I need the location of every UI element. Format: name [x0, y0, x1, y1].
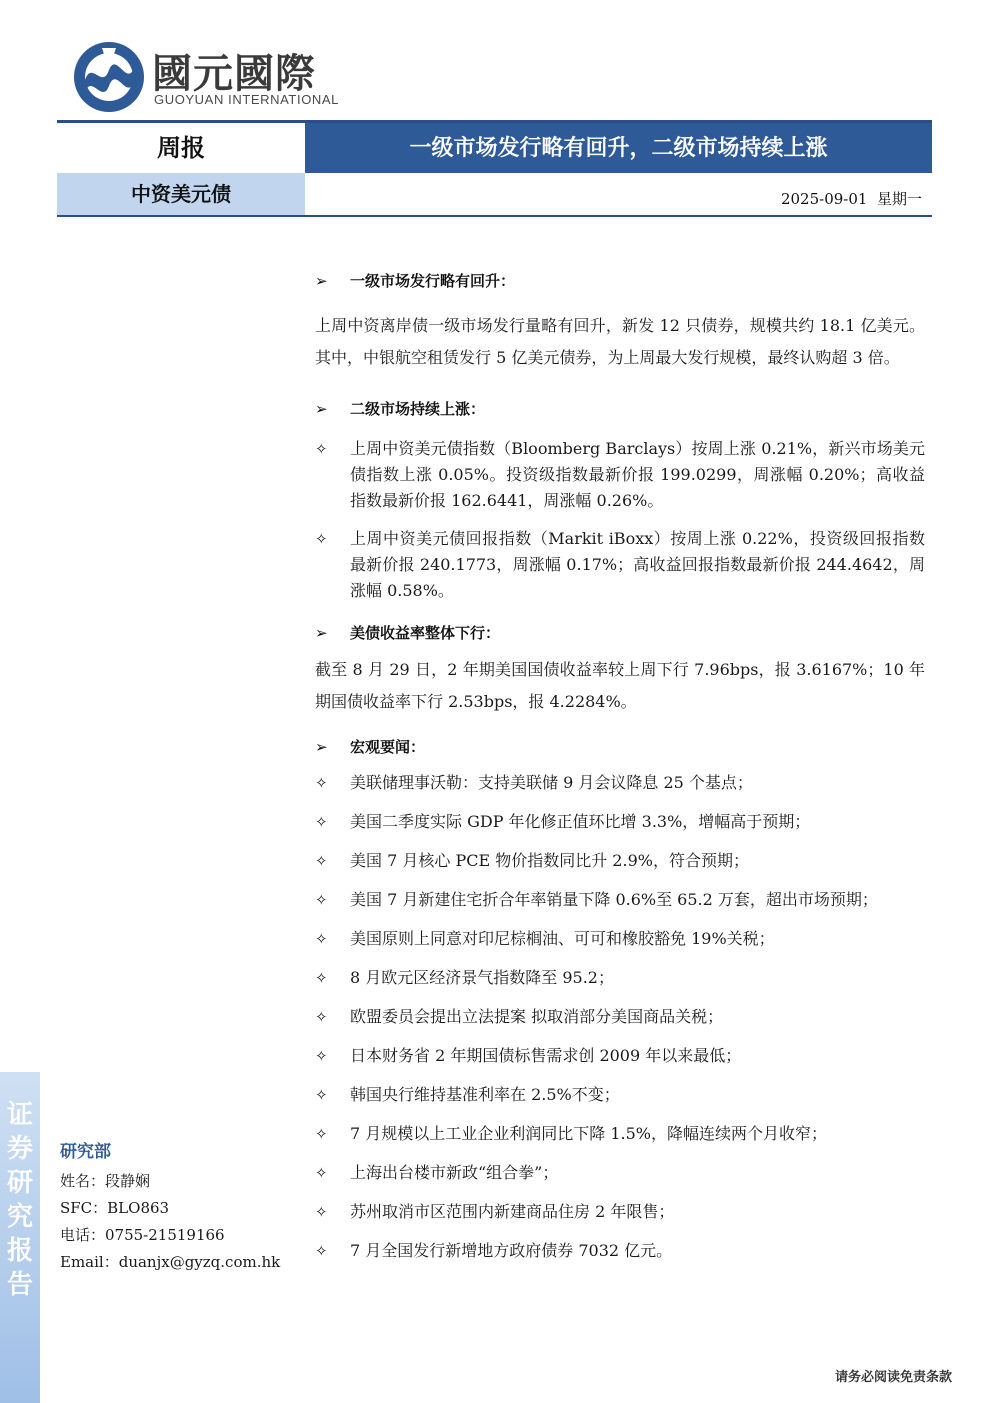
section-heading-primary	[315, 268, 925, 294]
date-row	[305, 173, 932, 215]
list-item-text: 美国原则上同意对印尼棕榈油、可可和橡胶豁免 19%关税；	[350, 929, 775, 948]
diamond-bullet-icon: ✧	[315, 930, 328, 948]
analyst-name: 姓名：段静娴	[60, 1172, 151, 1190]
side-char: 告	[6, 1270, 33, 1300]
diamond-bullet-icon: ✧	[315, 969, 328, 987]
list-item	[315, 1238, 925, 1277]
list-item-text: 上海出台楼市新政“组合拳”；	[350, 1163, 559, 1182]
list-item	[315, 1199, 925, 1238]
list-item-text: 日本财务省 2 年期国债标售需求创 2009 年以来最低；	[350, 1046, 742, 1065]
analyst-sfc: SFC：BLO863	[60, 1199, 170, 1217]
diamond-bullet-icon: ✧	[315, 440, 328, 458]
section-heading-treasury	[315, 620, 925, 646]
diamond-bullet-icon: ✧	[315, 891, 328, 909]
list-item	[315, 848, 925, 887]
side-char: 报	[6, 1236, 33, 1266]
list-item-text: 美联储理事沃勒：支持美联储 9 月会议降息 25 个基点；	[350, 773, 753, 792]
side-char: 证	[6, 1100, 33, 1130]
diamond-bullet-icon: ✧	[315, 774, 328, 792]
diamond-bullet-icon: ✧	[315, 1125, 328, 1143]
logo-mark-icon	[72, 40, 146, 114]
side-label-securities-research-report	[4, 1098, 36, 1302]
section-heading-macro	[315, 734, 925, 760]
diamond-bullet-icon: ✧	[315, 813, 328, 831]
diamond-bullet-icon: ✧	[315, 1086, 328, 1104]
list-item	[315, 926, 925, 965]
list-item	[315, 1121, 925, 1160]
list-item-text: 欧盟委员会提出立法提案 拟取消部分美国商品关税；	[350, 1007, 724, 1026]
list-item	[315, 887, 925, 926]
diamond-bullet-icon: ✧	[315, 852, 328, 870]
macro-news-list	[315, 770, 925, 1277]
report-type: 周报	[57, 123, 305, 173]
list-item	[315, 965, 925, 1004]
diamond-bullet-icon: ✧	[315, 530, 328, 548]
list-item-text: 7 月规模以上工业企业利润同比下降 1.5%，降幅连续两个月收窄；	[350, 1124, 828, 1143]
list-item	[315, 1004, 925, 1043]
analyst-email: Email：duanjx@gyzq.com.hk	[60, 1253, 281, 1271]
side-char: 究	[6, 1202, 33, 1232]
logo-chinese-text: 國元國際	[152, 51, 316, 97]
list-item	[315, 1043, 925, 1082]
report-title: 一级市场发行略有回升，二级市场持续上涨	[305, 123, 932, 173]
list-item	[315, 1082, 925, 1121]
arrow-bullet-icon: ➢	[315, 624, 328, 642]
list-item-text: 美国 7 月核心 PCE 物价指数同比升 2.9%，符合预期；	[350, 851, 749, 870]
list-item-text: 韩国央行维持基准利率在 2.5%不变；	[350, 1085, 620, 1104]
arrow-bullet-icon: ➢	[315, 738, 328, 756]
list-item	[315, 1160, 925, 1199]
list-item-text: 美国 7 月新建住宅折合年率销量下降 0.6%至 65.2 万套，超出市场预期；	[350, 890, 878, 909]
section-heading-text: 一级市场发行略有回升：	[350, 272, 516, 290]
analyst-contact	[60, 1137, 290, 1276]
diamond-bullet-icon: ✧	[315, 1164, 328, 1182]
treasury-paragraph: 截至 8 月 29 日，2 年期美国国债收益率较上周下行 7.96bps，报 3.6167%；10 年期国债收益率下行 2.53bps，报 4.2284%。	[315, 660, 925, 711]
list-item-text: 8 月欧元区经济景气指数降至 95.2；	[350, 968, 614, 987]
list-item-text: 上周中资美元债回报指数（Markit iBoxx）按周上涨 0.22%，投资级回报指数最新价报 240.1773，周涨幅 0.17%；高收益回报指数最新价报 244.4642，周涨幅 0.58%。	[350, 529, 925, 600]
list-item-text: 上周中资美元债指数（Bloomberg Barclays）按周上涨 0.21%，新兴市场美元债指数上涨 0.05%。投资级指数最新价报 199.0299，周涨幅 0.20%；高收益指数最新价报 162.6441，周涨幅 0.26%。	[350, 439, 925, 510]
list-item	[315, 526, 925, 604]
analyst-phone: 电话：0755-21519166	[60, 1226, 225, 1244]
list-item	[315, 770, 925, 809]
logo-english-text: GUOYUAN INTERNATIONAL	[154, 92, 339, 107]
list-item-text: 7 月全国发行新增地方政府债券 7032 亿元。	[350, 1241, 673, 1260]
report-category: 中资美元债	[57, 173, 305, 215]
list-item	[315, 809, 925, 848]
arrow-bullet-icon: ➢	[315, 272, 328, 290]
diamond-bullet-icon: ✧	[315, 1203, 328, 1221]
section-heading-text: 宏观要闻：	[350, 738, 426, 756]
department-label: 研究部	[60, 1142, 111, 1162]
section-heading-text: 美债收益率整体下行：	[350, 624, 501, 642]
disclaimer-note: 请务必阅读免责条款	[834, 1370, 952, 1385]
side-char: 券	[6, 1134, 33, 1164]
section-heading-text: 二级市场持续上涨：	[350, 400, 486, 418]
primary-market-paragraph: 上周中资离岸债一级市场发行量略有回升，新发 12 只债券，规模共约 18.1 亿美元。其中，中银航空租赁发行 5 亿美元债券，为上周最大发行规模，最终认购超 3 倍。	[315, 316, 925, 367]
arrow-bullet-icon: ➢	[315, 400, 328, 418]
diamond-bullet-icon: ✧	[315, 1008, 328, 1026]
company-logo	[72, 40, 342, 114]
list-item	[315, 436, 925, 514]
report-date: 2025-09-01 星期一	[780, 190, 922, 208]
report-body	[315, 268, 925, 1277]
section-heading-secondary	[315, 396, 925, 422]
header-bottom-rule	[57, 215, 932, 217]
diamond-bullet-icon: ✧	[315, 1047, 328, 1065]
list-item-text: 苏州取消市区范围内新建商品住房 2 年限售；	[350, 1202, 675, 1221]
diamond-bullet-icon: ✧	[315, 1242, 328, 1260]
side-char: 研	[6, 1168, 33, 1198]
list-item-text: 美国二季度实际 GDP 年化修正值环比增 3.3%，增幅高于预期；	[350, 812, 811, 831]
